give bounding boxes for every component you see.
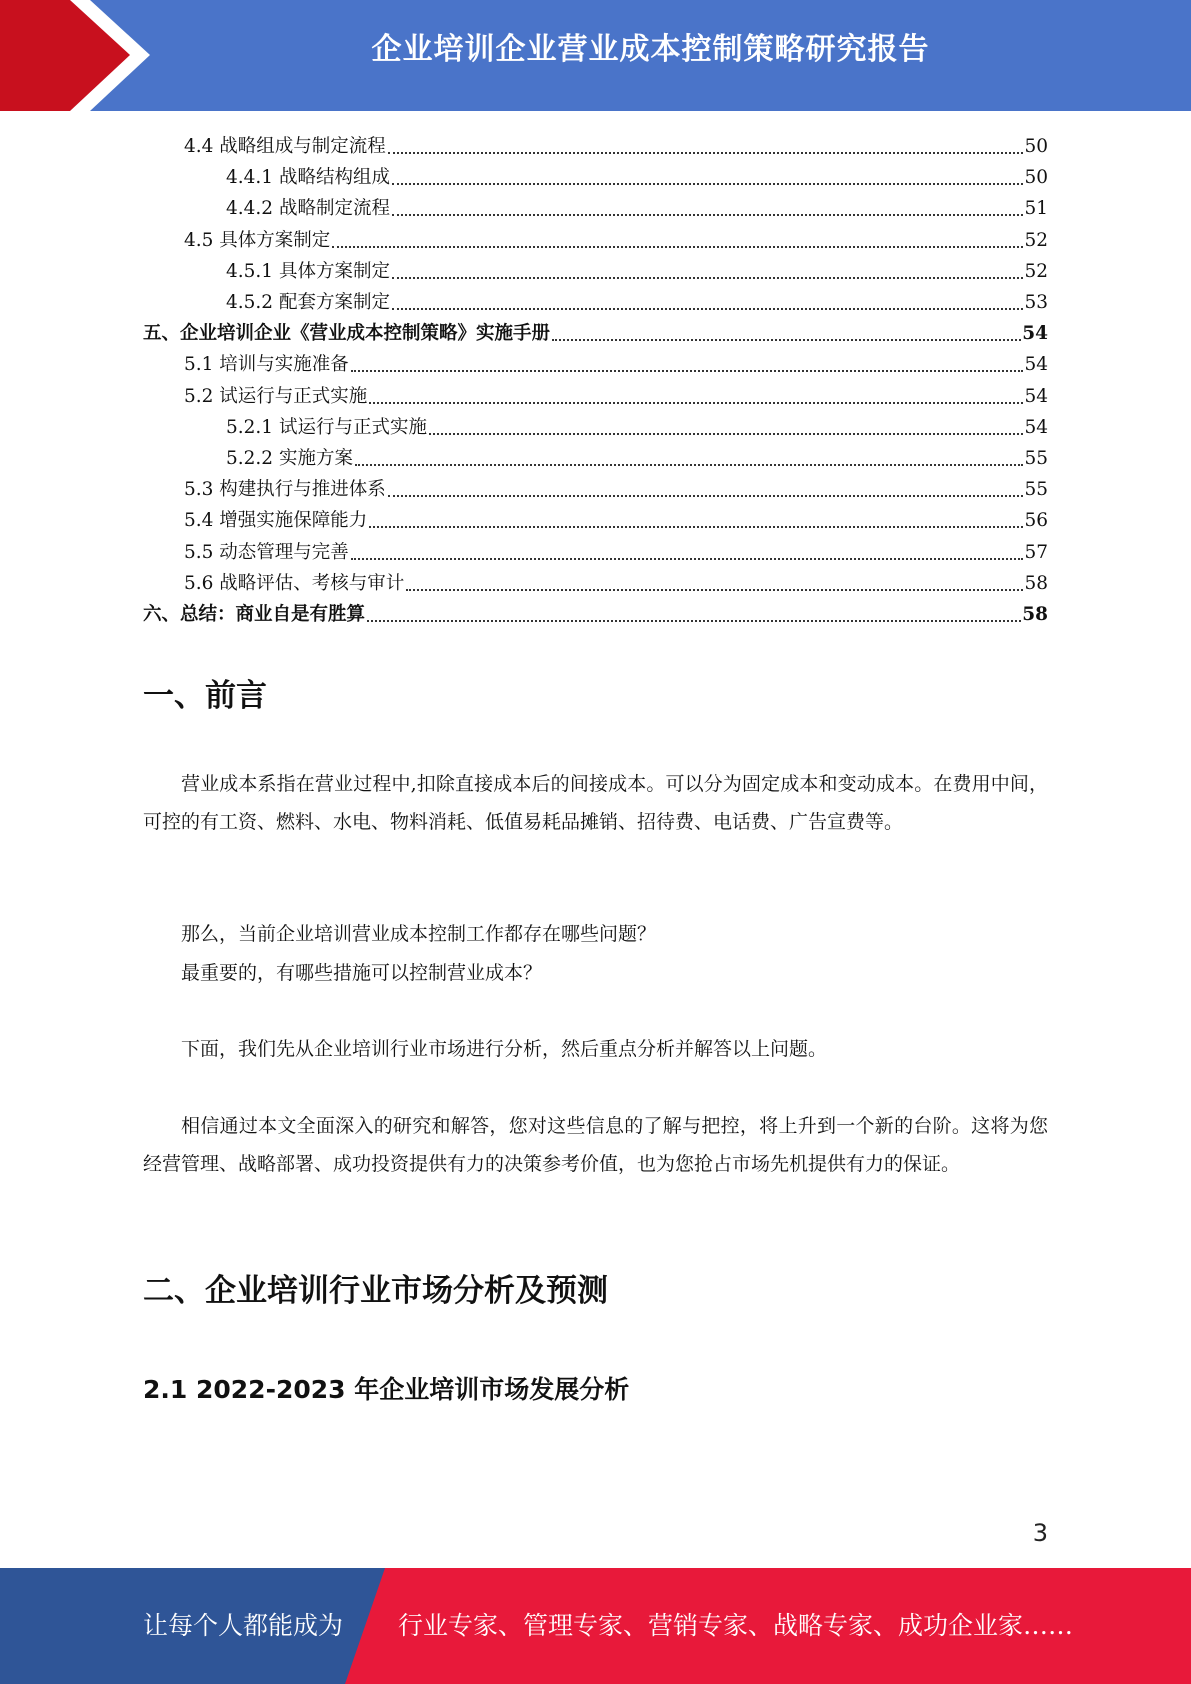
toc-leader-dots (355, 462, 1024, 466)
toc-entry-page: 57 (1024, 541, 1048, 563)
toc-leader-dots (429, 431, 1023, 435)
toc-entry-label: 5.3 构建执行与推进体系 (184, 479, 386, 501)
toc-entry-label: 4.4 战略组成与制定流程 (184, 136, 386, 157)
subsection-heading: 2.1 2022-2023 年企业培训市场发展分析 (143, 1375, 630, 1404)
toc-leader-dots (332, 244, 1023, 248)
toc-entry-label: 4.5 具体方案制定 (184, 229, 331, 251)
page-footer (0, 1568, 1191, 1684)
toc-leader-dots (392, 306, 1023, 310)
toc-entry-page: 56 (1024, 510, 1048, 532)
paragraph: 那么，当前企业培训营业成本控制工作都存在哪些问题？ (181, 923, 657, 945)
toc-entry-label: 4.5.2 配套方案制定 (226, 292, 390, 313)
page-number: 3 (1032, 1519, 1048, 1547)
toc-entry-label: 六、总结：商业自是有胜算 (143, 604, 366, 625)
toc-entry-page: 52 (1024, 229, 1048, 251)
toc-entry[interactable] (226, 253, 1048, 284)
paragraph: 相信通过本文全面深入的研究和解答，您对这些信息的了解与把控，将上升到一个新的台阶。这将为您经营管理、战略部署、成功投资提供有力的决策参考价值，也为您抢占市场先机提供有力的保证。 (143, 1115, 1048, 1175)
toc-leader-dots (388, 150, 1024, 154)
footer-slogan-left: 让每个人都能成为 (143, 1611, 344, 1640)
toc-entry-label: 5.6 战略评估、考核与审计 (184, 572, 405, 594)
toc-entry[interactable] (143, 596, 1048, 627)
toc-entry-label: 5.4 增强实施保障能力 (184, 510, 368, 532)
toc-entry-page: 54 (1024, 385, 1048, 407)
toc-leader-dots (392, 181, 1023, 185)
toc-leader-dots (369, 400, 1023, 404)
footer-slogan-right: 行业专家、管理专家、营销专家、战略专家、成功企业家…… (398, 1611, 1074, 1640)
paragraph: 最重要的，有哪些措施可以控制营业成本？ (181, 962, 543, 984)
toc-entry-page: 53 (1024, 292, 1048, 313)
paragraph: 营业成本系指在营业过程中,扣除直接成本后的间接成本。可以分为固定成本和变动成本。在费用中间，可控的有工资、燃料、水电、物料消耗、低值易耗品摊销、招待费、电话费、广告宣费等。 (143, 773, 1048, 833)
toc-entry-label: 5.2.1 试运行与正式实施 (226, 416, 427, 438)
toc-entry-page: 55 (1024, 479, 1048, 501)
toc-entry-label: 5.2.2 实施方案 (226, 448, 353, 469)
toc-entry-page: 58 (1022, 604, 1048, 625)
toc-entry-page: 55 (1024, 448, 1048, 469)
toc-leader-dots (367, 618, 1021, 622)
toc-entry[interactable] (184, 502, 1048, 533)
page-header (0, 0, 1191, 111)
toc-entry[interactable] (184, 222, 1048, 253)
toc-entry-label: 5.2 试运行与正式实施 (184, 385, 368, 407)
toc-leader-dots (406, 587, 1023, 591)
toc-entry[interactable] (184, 378, 1048, 409)
toc-leader-dots (351, 556, 1024, 560)
paragraph: 下面，我们先从企业培训行业市场进行分析，然后重点分析并解答以上问题。 (181, 1038, 828, 1060)
toc-leader-dots (392, 275, 1023, 279)
toc-leader-dots (388, 493, 1024, 497)
toc-entry-label: 5.1 培训与实施准备 (184, 354, 349, 376)
toc-leader-dots (552, 337, 1021, 341)
toc-entry-page: 52 (1024, 260, 1048, 282)
toc-entry[interactable] (184, 534, 1048, 565)
toc-entry-label: 4.4.2 战略制定流程 (226, 198, 390, 220)
toc-entry[interactable] (184, 471, 1048, 502)
toc-entry-page: 54 (1024, 416, 1048, 438)
toc-leader-dots (392, 212, 1023, 216)
toc-entry[interactable] (184, 565, 1048, 596)
section-heading-preface: 一、前言 (143, 678, 267, 714)
toc-entry[interactable] (226, 159, 1048, 190)
toc-entry[interactable] (226, 190, 1048, 221)
toc-entry[interactable] (226, 284, 1048, 315)
toc-leader-dots (351, 368, 1024, 372)
toc-entry[interactable] (143, 315, 1048, 346)
toc-entry-page: 54 (1022, 323, 1048, 345)
toc-entry-label: 4.5.1 具体方案制定 (226, 260, 390, 282)
toc-entry[interactable] (226, 409, 1048, 440)
toc-entry-label: 5.5 动态管理与完善 (184, 541, 349, 563)
toc-entry-page: 51 (1024, 198, 1048, 220)
toc-entry[interactable] (184, 128, 1048, 159)
section-heading-market-analysis: 二、企业培训行业市场分析及预测 (143, 1273, 608, 1309)
toc-leader-dots (369, 524, 1023, 528)
toc-entry-page: 54 (1024, 354, 1048, 376)
toc-entry[interactable] (226, 440, 1048, 471)
toc-entry-page: 58 (1024, 572, 1048, 594)
toc-entry[interactable] (184, 346, 1048, 377)
toc-entry-page: 50 (1024, 136, 1048, 157)
toc-entry-page: 50 (1024, 167, 1048, 189)
toc-entry-label: 4.4.1 战略结构组成 (226, 167, 390, 189)
header-title: 企业培训企业营业成本控制策略研究报告 (371, 32, 930, 67)
toc-entry-label: 五、企业培训企业《营业成本控制策略》实施手册 (143, 323, 551, 345)
